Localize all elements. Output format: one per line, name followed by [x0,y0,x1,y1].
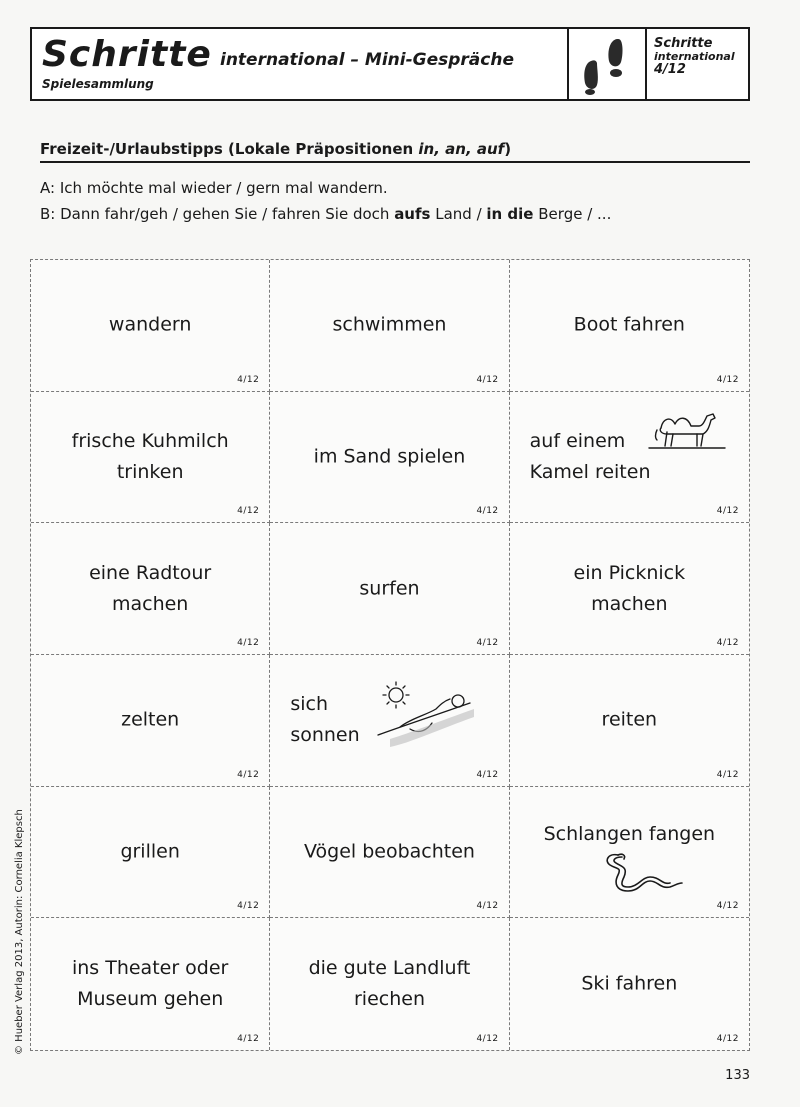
topic-suffix: ) [504,140,512,158]
series-box [654,37,735,76]
card-text: grillen [120,840,180,863]
card-number: 4/12 [476,506,499,517]
card-number: 4/12 [716,506,739,517]
card-text: im Sand spielen [313,445,466,468]
header-divider [567,29,569,99]
header-divider [645,29,647,99]
card-text: schwimmen [332,313,447,336]
card-text: ins Theater oder Museum gehen [71,957,229,1011]
series-number: 4/12 [654,62,686,77]
card [270,392,509,524]
card [31,655,270,787]
card-number: 4/12 [237,769,260,780]
card [510,918,749,1050]
snake-icon [598,847,686,899]
dialog-line-a: A: Ich möchte mal wieder / gern mal wandern. [40,179,388,197]
series-subtitle: international [654,50,735,63]
card-text: frische Kuhmilch trinken [71,429,229,483]
card [510,787,749,919]
card-text: sich sonnen [290,693,360,747]
card [510,392,749,524]
dialog-b-bold-2: in die [486,205,534,223]
brand [42,34,514,91]
card-number: 4/12 [476,374,499,385]
card-text: Vögel beobachten [304,840,475,863]
card [270,260,509,392]
card [31,787,270,919]
card-grid [30,259,750,1051]
sunbathing-icon [370,677,480,751]
card-text: die gute Landluft riechen [308,957,471,1011]
card [510,260,749,392]
card-text: Boot fahren [573,313,685,336]
card-number: 4/12 [237,374,260,385]
page-number: 133 [725,1068,750,1083]
card [31,392,270,524]
card-number: 4/12 [716,1034,739,1044]
card [31,260,270,392]
card-number: 4/12 [237,638,260,648]
series-title: Schritte [654,36,713,51]
card-number: 4/12 [237,506,260,517]
collection-label: Spielesammlung [42,77,154,91]
card [31,523,270,655]
card [31,918,270,1050]
card [270,655,509,787]
card-text: zelten [121,708,180,731]
camel-icon [647,410,727,452]
copyright-credit: © Hueber Verlag 2013, Autorin: Cornelia Klepsch [14,809,25,1055]
card-number: 4/12 [476,769,499,780]
card-number: 4/12 [716,901,739,912]
topic-prefix: Freizeit-/Urlaubstipps (Lokale Präpositionen [40,140,419,158]
footprints-icon [577,33,639,95]
card-number: 4/12 [716,374,739,385]
brand-subtitle: international – Mini-Gespräche [220,50,514,70]
card-number: 4/12 [476,1034,499,1044]
topic-italic: in, an, auf [418,140,505,158]
card [270,523,509,655]
card-text: Ski fahren [581,972,678,995]
dialog-b-mid: Land / [430,205,487,223]
dialog-b-suffix: Berge / ... [533,205,612,223]
card [270,787,509,919]
worksheet-header [30,27,750,101]
card-number: 4/12 [476,638,499,648]
card-text: wandern [108,313,192,336]
card [510,523,749,655]
card [270,918,509,1050]
topic-heading [40,140,750,163]
card-text: surfen [359,577,420,600]
card-number: 4/12 [237,901,260,912]
card-text: auf einem Kamel reiten [529,429,651,483]
dialog-b-prefix: B: Dann fahr/geh / gehen Sie / fahren Sie doch [40,205,395,223]
dialog-b-bold-1: aufs [394,205,431,223]
card-number: 4/12 [716,638,739,648]
card-text: ein Picknick machen [573,561,686,615]
card-number: 4/12 [716,769,739,780]
card [510,655,749,787]
card-text: Schlangen fangen [543,822,716,845]
brand-title: Schritte [42,34,212,75]
card-text: eine Radtour machen [89,561,212,615]
dialog-line-b [40,205,611,223]
card-number: 4/12 [476,901,499,912]
card-text: reiten [601,708,658,731]
card-number: 4/12 [237,1034,260,1044]
